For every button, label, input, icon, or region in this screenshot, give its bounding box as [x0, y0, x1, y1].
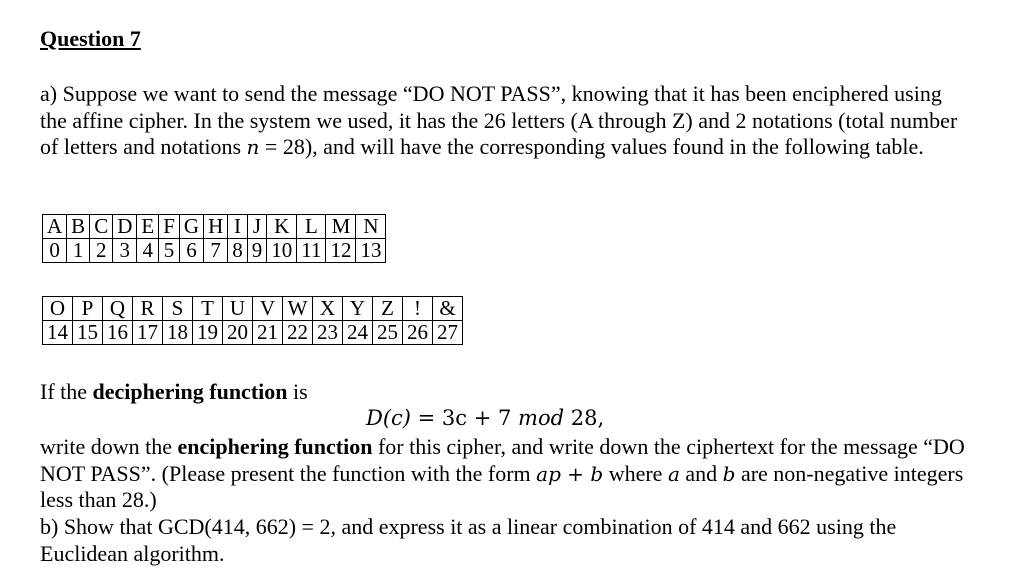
value-cell: 24	[343, 321, 373, 345]
deciphering-lead-text: If the	[40, 379, 93, 404]
enciphering-function-term: enciphering function	[177, 434, 373, 459]
letter-cell: Y	[343, 297, 373, 321]
part-a-intro-text-2: = 28), and will have the corresponding values found in the following table.	[259, 134, 924, 159]
equation-body: = 3c + 7	[410, 406, 519, 430]
equation-mod: mod	[518, 406, 565, 430]
value-cell: 17	[133, 321, 163, 345]
value-cell: 5	[159, 239, 180, 263]
value-cell: 6	[179, 239, 203, 263]
letter-cell: E	[137, 215, 159, 239]
table-1-value-row	[43, 239, 386, 263]
value-cell: 15	[73, 321, 103, 345]
value-cell: 19	[193, 321, 223, 345]
value-cell: 22	[283, 321, 313, 345]
deciphering-tail-text: is	[287, 379, 308, 404]
letter-cell: J	[247, 215, 267, 239]
instruction-text-4: are non-negative integers less than 28.)	[40, 460, 964, 512]
letter-cell: P	[73, 297, 103, 321]
value-cell: 7	[204, 239, 228, 263]
letter-cell: S	[163, 297, 193, 321]
instruction-text-2: for this cipher, and write down the ciphertext for the message “DO NOT PASS”. (Please present the function with the form	[40, 434, 965, 486]
n-symbol: n	[246, 135, 260, 159]
value-cell: 20	[223, 321, 253, 345]
value-cell: 25	[373, 321, 403, 345]
letter-value-table-1	[42, 214, 386, 263]
value-cell: 16	[103, 321, 133, 345]
letter-cell: L	[297, 215, 326, 239]
letter-cell: Z	[373, 297, 403, 321]
deciphering-equation	[366, 406, 604, 430]
letter-cell: U	[223, 297, 253, 321]
equation-lhs: D(c)	[366, 406, 411, 430]
table-1-letter-row	[43, 215, 386, 239]
instruction-text-3: where	[603, 460, 668, 486]
letter-cell: !	[403, 297, 433, 321]
letter-cell: O	[43, 297, 73, 321]
table-2-letter-row	[43, 297, 463, 321]
part-b-text: b) Show that GCD(414, 662) = 2, and express it as a linear combination of 414 and 662 using the Euclidean algorithm.	[40, 514, 897, 566]
question-title: Question 7	[40, 26, 141, 51]
deciphering-lead	[40, 379, 970, 406]
var-b: b	[722, 461, 736, 486]
value-cell: 2	[90, 239, 113, 263]
letter-cell: R	[133, 297, 163, 321]
value-cell: 11	[297, 239, 326, 263]
letter-cell: K	[267, 215, 297, 239]
letter-cell: N	[356, 215, 386, 239]
letter-cell: W	[283, 297, 313, 321]
letter-cell: F	[159, 215, 180, 239]
value-cell: 9	[247, 239, 267, 263]
instruction-and: and	[679, 460, 723, 486]
letter-cell: H	[204, 215, 228, 239]
value-cell: 0	[43, 239, 67, 263]
letter-cell: B	[67, 215, 90, 239]
value-cell: 3	[113, 239, 137, 263]
value-cell: 21	[253, 321, 283, 345]
value-cell: 18	[163, 321, 193, 345]
value-cell: 14	[43, 321, 73, 345]
value-cell: 4	[137, 239, 159, 263]
letter-cell: T	[193, 297, 223, 321]
value-cell: 12	[326, 239, 356, 263]
value-cell: 27	[433, 321, 463, 345]
letter-cell: G	[179, 215, 203, 239]
table-2-value-row	[43, 321, 463, 345]
deciphering-function-term: deciphering function	[92, 379, 288, 404]
instruction-text-1: write down the	[40, 434, 178, 459]
value-cell: 1	[67, 239, 90, 263]
letter-cell: V	[253, 297, 283, 321]
equation-rest: 28,	[564, 406, 605, 430]
value-cell: 10	[267, 239, 297, 263]
letter-value-table-2	[42, 296, 463, 345]
value-cell: 26	[403, 321, 433, 345]
letter-cell: C	[90, 215, 113, 239]
letter-cell: M	[326, 215, 356, 239]
function-form: ap + b	[536, 461, 604, 486]
value-cell: 8	[228, 239, 248, 263]
part-a-intro-text-1: a) Suppose we want to send the message “DO NOT PASS”, knowing that it has been enciphered using the affine cipher. In the system we used, it has the 26 letters (A through Z) and 2 notations (total number of letters and notations	[40, 81, 958, 159]
value-cell: 13	[356, 239, 386, 263]
letter-cell: D	[113, 215, 137, 239]
letter-cell: Q	[103, 297, 133, 321]
var-a: a	[667, 461, 680, 486]
part-a-intro	[40, 81, 970, 161]
value-cell: 23	[313, 321, 343, 345]
letter-cell: &	[433, 297, 463, 321]
instruction-paragraph	[40, 434, 970, 514]
letter-cell: A	[43, 215, 67, 239]
letter-cell: X	[313, 297, 343, 321]
letter-cell: I	[228, 215, 248, 239]
